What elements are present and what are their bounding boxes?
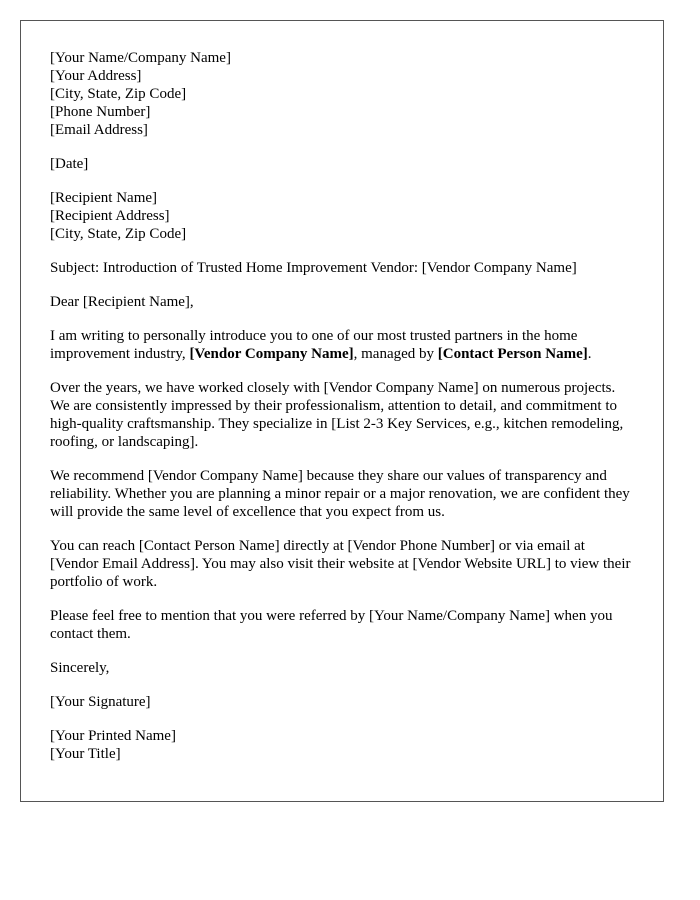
signature: [Your Signature]: [50, 694, 151, 710]
recipient-block: [50, 189, 634, 243]
intro-paragraph: [50, 327, 634, 363]
title: [Your Title]: [50, 746, 121, 762]
sender-email: [Email Address]: [50, 122, 148, 138]
intro-text: .: [587, 346, 592, 362]
printed-name: [Your Printed Name]: [50, 728, 176, 744]
closing: Sincerely,: [50, 660, 110, 676]
signoff-block: [50, 727, 634, 763]
body-paragraph: You can reach [Contact Person Name] directly at [Vendor Phone Number] or via email at [Vendor Email Address]. You may also visit their website at [Vendor Website URL] to view their portfolio of work.: [50, 538, 631, 590]
sender-city: [City, State, Zip Code]: [50, 86, 187, 102]
sender-phone: [Phone Number]: [50, 104, 151, 120]
vendor-name: [Vendor Company Name]: [189, 346, 354, 362]
body-paragraph: Over the years, we have worked closely with [Vendor Company Name] on numerous projects. We are consistently impressed by their professionalism, attention to detail, and commitment to high-quality craftsmanship. They specialize in [List 2-3 Key Services, e.g., kitchen remodeling, roofing, or landscaping].: [50, 380, 624, 450]
recipient-name: [Recipient Name]: [50, 190, 158, 206]
sender-block: [50, 49, 634, 139]
date: [Date]: [50, 156, 89, 172]
sender-name: [Your Name/Company Name]: [50, 50, 231, 66]
salutation: Dear [Recipient Name],: [50, 294, 194, 310]
intro-text: I am writing to personally introduce you to one of our most trusted partners in the home improvement industry,: [50, 328, 578, 362]
body-paragraph: We recommend [Vendor Company Name] because they share our values of transparency and reliability. Whether you are planning a minor repair or a major renovation, we are confident they will provide the same level of excellence that you expect from us.: [50, 468, 630, 520]
intro-text: , managed by: [353, 346, 438, 362]
recipient-city: [City, State, Zip Code]: [50, 226, 187, 242]
letter: [20, 20, 664, 802]
subject: Subject: Introduction of Trusted Home Improvement Vendor: [Vendor Company Name]: [50, 260, 577, 276]
sender-address: [Your Address]: [50, 68, 142, 84]
contact-name: [Contact Person Name]: [437, 346, 588, 362]
recipient-address: [Recipient Address]: [50, 208, 170, 224]
body-paragraph: Please feel free to mention that you were referred by [Your Name/Company Name] when you contact them.: [50, 608, 613, 642]
